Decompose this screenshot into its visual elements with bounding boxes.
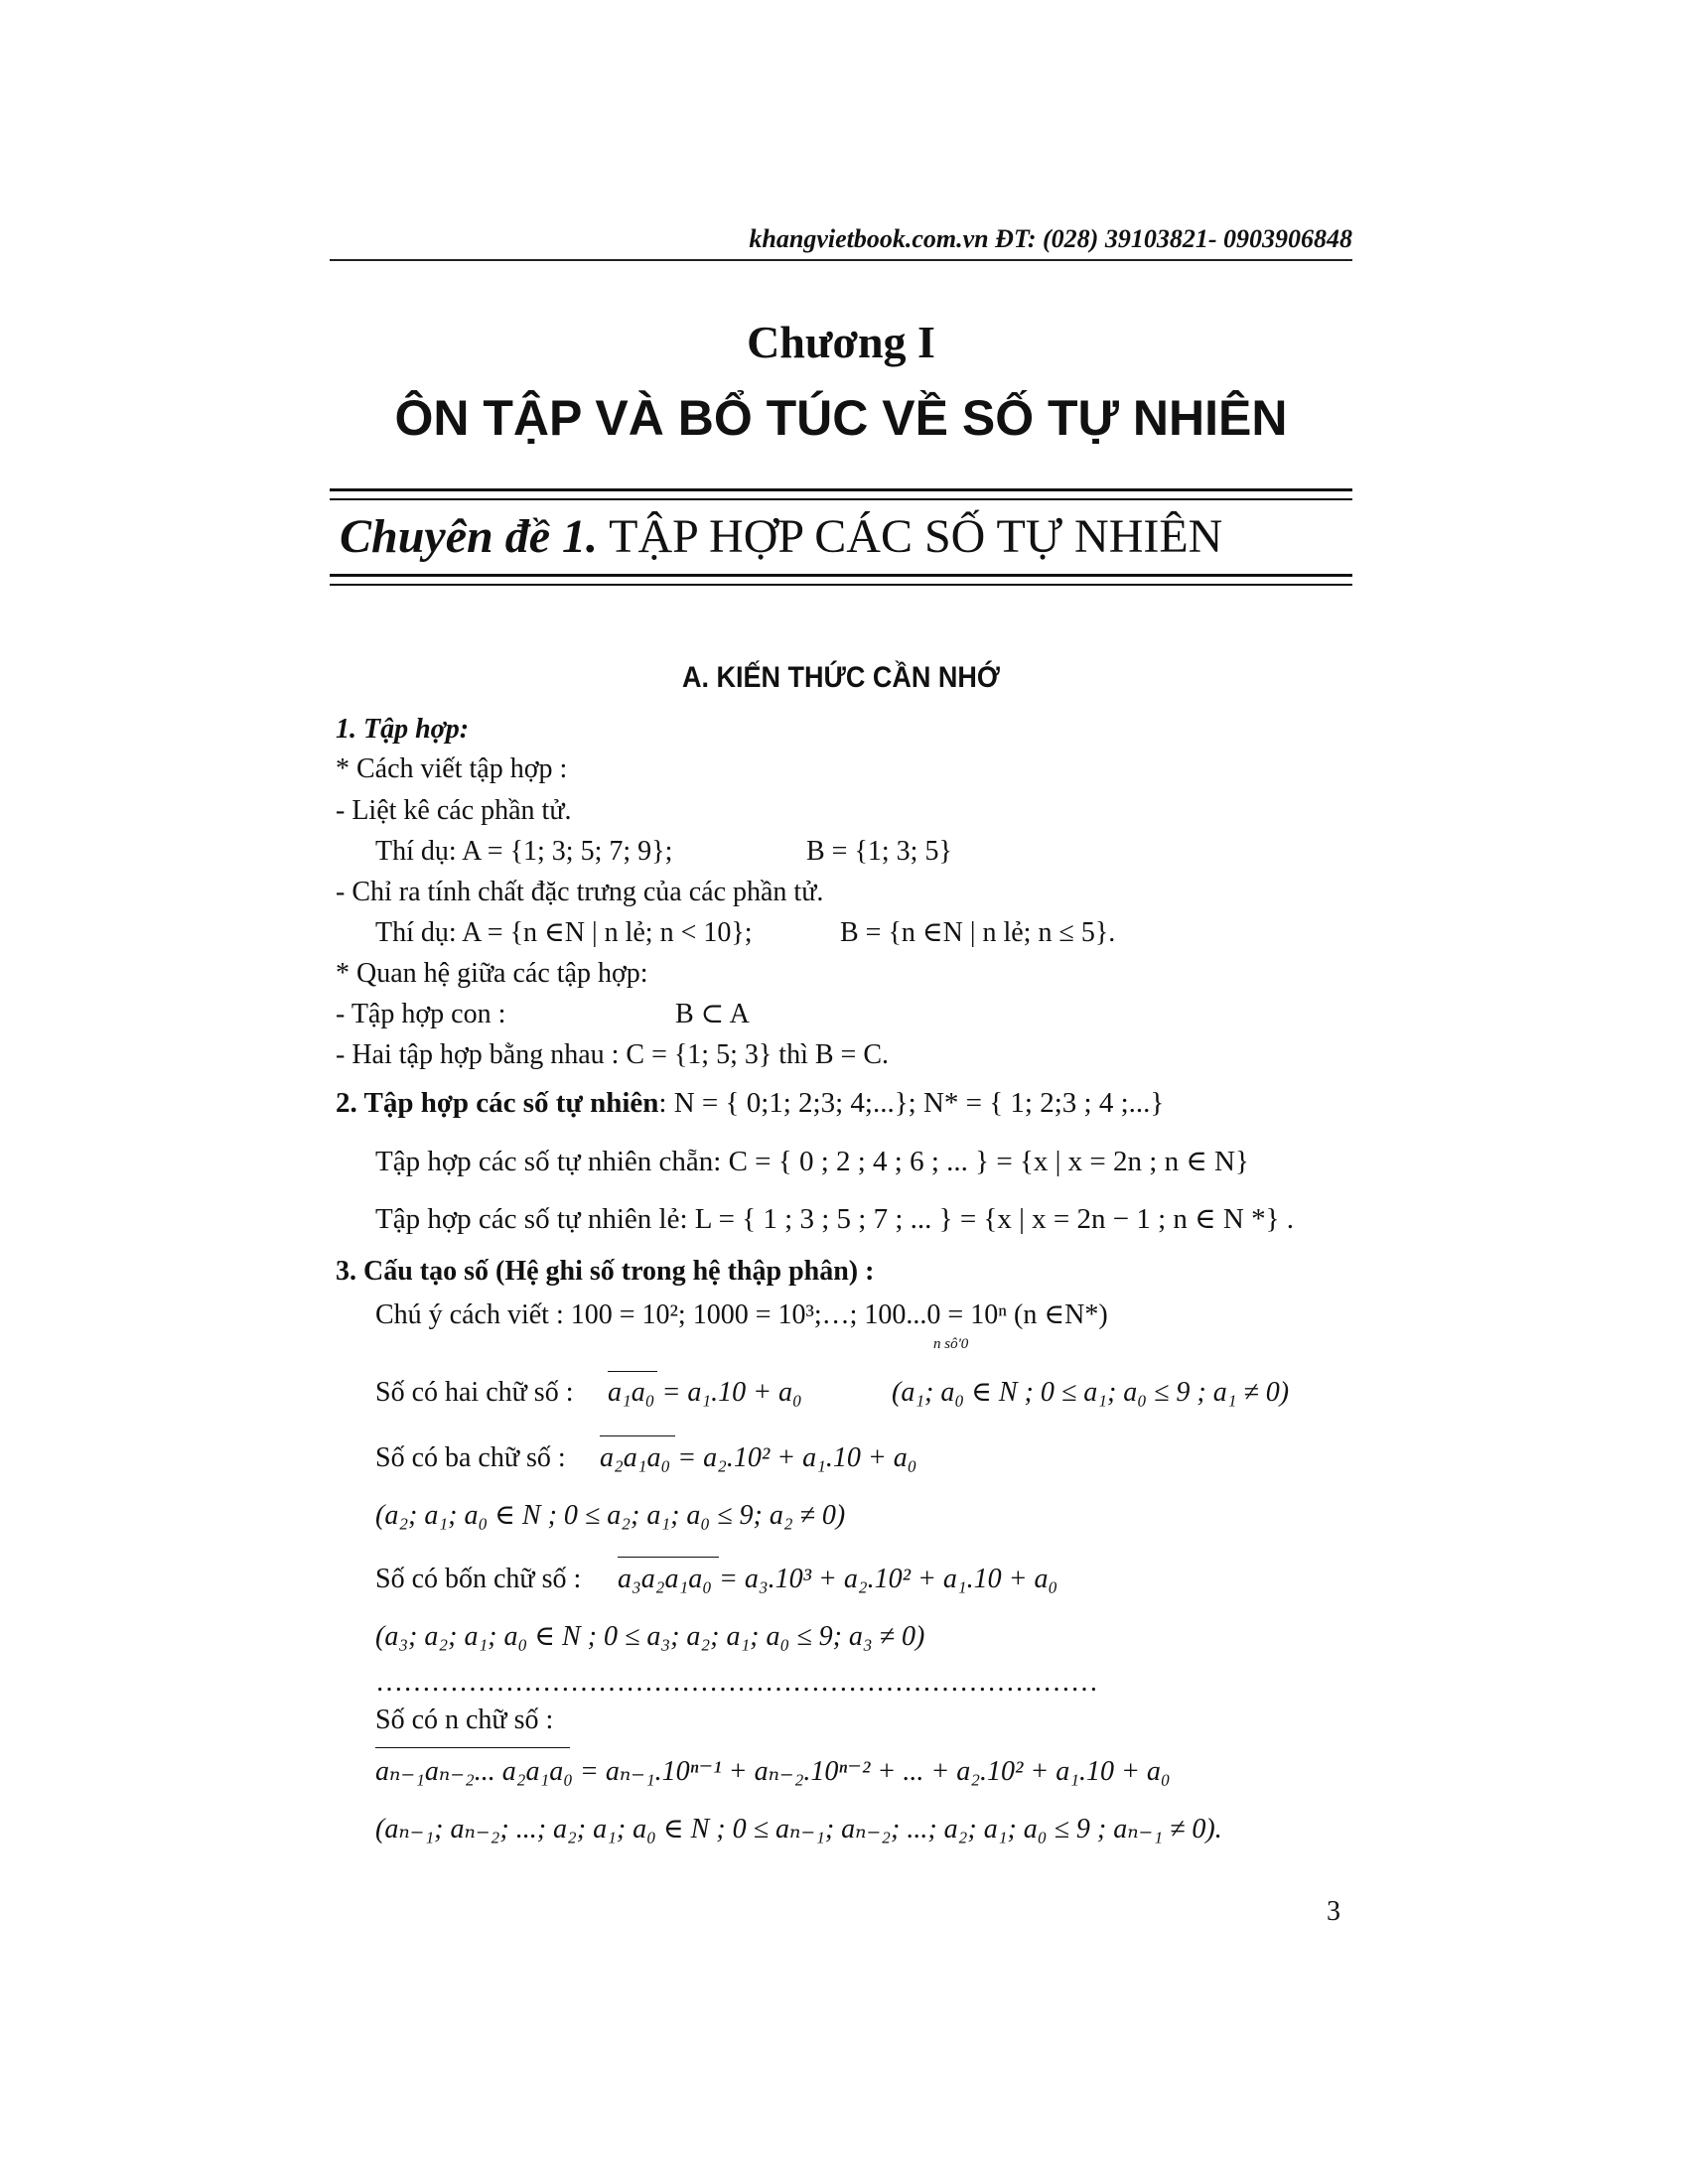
s3-n-cond: (aₙ₋₁; aₙ₋₂; ...; a₂; a₁; a₀ ∈ N ; 0 ≤ aₙ₋₁; aₙ₋₂; ...; a₂; a₁; a₀ ≤ 9 ; aₙ₋₁ ≠ 0). xyxy=(375,1814,1222,1844)
s2-odd-set: Tập hợp các số tự nhiên lẻ: L = { 1 ; 3 ; 5 ; 7 ; ... } = {x | x = 2n − 1 ; n ∈ N *} . xyxy=(375,1203,1294,1235)
s1-line-7b: B ⊂ A xyxy=(675,999,750,1029)
topic-rule-bottom-1 xyxy=(330,574,1352,577)
page-number: 3 xyxy=(1327,1896,1340,1927)
s3-four-cond: (a₃; a₂; a₁; a₀ ∈ N ; 0 ≤ a₃; a₂; a₁; a₀ ≤ 9; a₃ ≠ 0) xyxy=(375,1621,925,1652)
chapter-subtitle: ÔN TẬP VÀ BỔ TÚC VỀ SỐ TỰ NHIÊN xyxy=(394,390,1288,446)
s3-three-label: Số có ba chữ số : xyxy=(375,1442,566,1473)
s3-note: Chú ý cách viết : 100 = 10²; 1000 = 10³;…; 100...0 = 10ⁿ (n ∈N*) xyxy=(375,1299,1108,1330)
n-digit-overline xyxy=(375,1747,570,1748)
topic-heading xyxy=(340,509,1222,564)
s2-line-1 xyxy=(336,1086,1164,1120)
s1-line-6: * Quan hệ giữa các tập hợp: xyxy=(336,958,648,989)
s1-line-1: * Cách viết tập hợp : xyxy=(336,753,568,784)
s3-three-expr: a₂a₁a₀ = a₂.10² + a₁.10 + a₀ xyxy=(600,1442,917,1473)
s3-n-label: Số có n chữ số : xyxy=(375,1705,554,1735)
four-digit-overline xyxy=(618,1557,719,1558)
s1-line-4: - Chỉ ra tính chất đặc trưng của các phần tử. xyxy=(336,877,824,907)
section-a-title: A. KIẾN THỨC CẦN NHỚ xyxy=(682,661,1000,694)
topic-label: Chuyên đề 1. xyxy=(340,510,599,563)
three-digit-overline xyxy=(600,1435,675,1436)
running-header: khangvietbook.com.vn ĐT: (028) 39103821- 0903906848 xyxy=(749,224,1352,253)
s1-heading: 1. Tập hợp: xyxy=(336,714,470,745)
s3-four-expr: a₃a₂a₁a₀ = a₃.10³ + a₂.10² + a₁.10 + a₀ xyxy=(618,1564,1058,1594)
s3-four-label: Số có bốn chữ số : xyxy=(375,1564,582,1594)
s3-two-cond: (a₁; a₀ ∈ N ; 0 ≤ a₁; a₀ ≤ 9 ; a₁ ≠ 0) xyxy=(892,1377,1290,1408)
s1-example-2b: B = {n ∈N | n lẻ; n ≤ 5}. xyxy=(840,917,1116,948)
s3-heading: 3. Cấu tạo số (Hệ ghi số trong hệ thập phân) : xyxy=(336,1256,875,1287)
s1-example-1b: B = {1; 3; 5} xyxy=(806,836,952,867)
two-digit-overline xyxy=(608,1371,657,1372)
s3-note-under: n sô'0 xyxy=(933,1336,969,1352)
chapter-title: Chương I xyxy=(747,317,935,367)
s2-heading: 2. Tập hợp các số tự nhiên xyxy=(336,1087,659,1119)
s1-example-1a: Thí dụ: A = {1; 3; 5; 7; 9}; xyxy=(375,836,673,867)
s1-line-8: - Hai tập hợp bằng nhau : C = {1; 5; 3} thì B = C. xyxy=(336,1039,890,1070)
topic-rule-bottom-2 xyxy=(330,584,1352,586)
s2-set-n: : N = { 0;1; 2;3; 4;...}; N* = { 1; 2;3 ; 4 ;...} xyxy=(658,1087,1165,1119)
s3-two-label: Số có hai chữ số : xyxy=(375,1377,574,1408)
s1-line-2: - Liệt kê các phần tử. xyxy=(336,795,572,826)
header-rule xyxy=(330,259,1352,261)
topic-title: TẬP HỢP CÁC SỐ TỰ NHIÊN xyxy=(598,510,1223,563)
s3-two-expr: a₁a₀ = a₁.10 + a₀ xyxy=(608,1377,802,1408)
topic-rule-top-2 xyxy=(330,498,1352,500)
s2-even-set: Tập hợp các số tự nhiên chẵn: C = { 0 ; 2 ; 4 ; 6 ; ... } = {x | x = 2n ; n ∈ N} xyxy=(375,1146,1249,1177)
s3-n-expr: aₙ₋₁aₙ₋₂... a₂a₁a₀ = aₙ₋₁.10ⁿ⁻¹ + aₙ₋₂.10ⁿ⁻² + ... + a₂.10² + a₁.10 + a₀ xyxy=(375,1756,1171,1787)
s3-dots: …………………………………………………………………… xyxy=(375,1667,1098,1698)
s1-line-7a: - Tập hợp con : xyxy=(336,999,506,1029)
s3-three-cond: (a₂; a₁; a₀ ∈ N ; 0 ≤ a₂; a₁; a₀ ≤ 9; a₂ ≠ 0) xyxy=(375,1500,846,1531)
s1-example-2a: Thí dụ: A = {n ∈N | n lẻ; n < 10}; xyxy=(375,917,753,948)
topic-rule-top-1 xyxy=(330,488,1352,491)
